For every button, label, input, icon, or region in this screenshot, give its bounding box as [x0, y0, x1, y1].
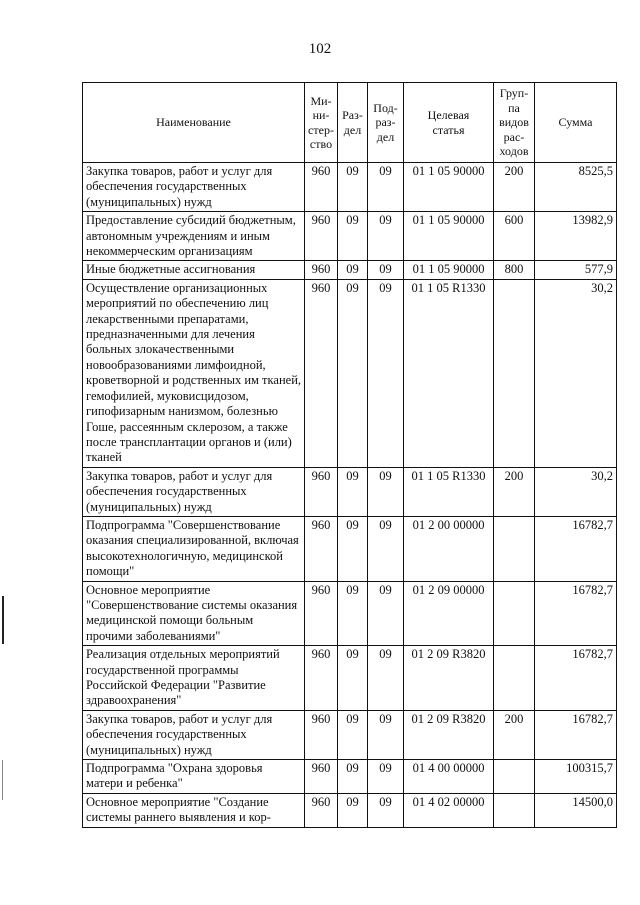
header-subsection-text: Под- раз- дел — [373, 100, 398, 144]
cell-group: 800 — [494, 261, 535, 279]
cell-target: 01 1 05 R1330 — [404, 279, 494, 467]
table-row — [83, 793, 617, 827]
cell-name: Основное мероприятие "Совершенствование системы оказания медицинской помощи больным прочими заболеваниями" — [83, 581, 305, 646]
header-subsection — [368, 83, 404, 163]
table-row — [83, 581, 617, 646]
cell-target: 01 2 00 00000 — [404, 516, 494, 581]
cell-ministry: 960 — [305, 760, 338, 794]
cell-name: Иные бюджетные ассигнования — [83, 261, 305, 279]
header-ministry-text: Ми- ни- стер- ство — [308, 93, 334, 151]
cell-subsection: 09 — [368, 163, 404, 212]
cell-target: 01 1 05 90000 — [404, 212, 494, 261]
header-target-text: Целевая статья — [427, 108, 470, 137]
cell-group: 200 — [494, 163, 535, 212]
scan-margin-mark — [2, 596, 4, 644]
cell-name: Осуществление организационных мероприятий по обеспечению лиц лекарственными препаратами, предназначенными для лечения больных злокачественными новообразованиями лимфоидной, кроветворной и родственных им тканей, гемофилией, муковисцидозом, гипофизарным нанизмом, болезнью Гоше, рассеянным склерозом, а также после трансплантации органов и (или) тканей — [83, 279, 305, 467]
cell-ministry: 960 — [305, 261, 338, 279]
cell-target: 01 2 09 R3820 — [404, 710, 494, 759]
cell-group — [494, 646, 535, 711]
cell-group: 200 — [494, 710, 535, 759]
cell-subsection: 09 — [368, 516, 404, 581]
cell-name: Предоставление субсидий бюджетным, автономным учреждениям и иным некоммерческим организациям — [83, 212, 305, 261]
cell-subsection: 09 — [368, 646, 404, 711]
cell-target: 01 4 02 00000 — [404, 793, 494, 827]
header-ministry — [305, 83, 338, 163]
scan-margin-mark — [2, 760, 3, 800]
cell-target: 01 1 05 90000 — [404, 163, 494, 212]
page-number: 102 — [308, 41, 332, 57]
cell-section: 09 — [338, 710, 368, 759]
cell-group — [494, 516, 535, 581]
cell-group — [494, 279, 535, 467]
cell-name: Подпрограмма "Охрана здоровья матери и ребенка" — [83, 760, 305, 794]
header-sum: Сумма — [535, 83, 617, 163]
cell-subsection: 09 — [368, 279, 404, 467]
cell-sum: 16782,7 — [535, 710, 617, 759]
cell-ministry: 960 — [305, 646, 338, 711]
table-row — [83, 646, 617, 711]
cell-group — [494, 760, 535, 794]
cell-subsection: 09 — [368, 760, 404, 794]
cell-section: 09 — [338, 516, 368, 581]
cell-group — [494, 793, 535, 827]
header-group-text: Груп- па видов рас- ходов — [499, 86, 529, 159]
cell-target: 01 2 09 R3820 — [404, 646, 494, 711]
cell-group — [494, 581, 535, 646]
cell-ministry: 960 — [305, 793, 338, 827]
cell-name: Закупка товаров, работ и услуг для обеспечения государственных (муниципальных) нужд — [83, 467, 305, 516]
cell-name: Закупка товаров, работ и услуг для обеспечения государственных (муниципальных) нужд — [83, 710, 305, 759]
cell-section: 09 — [338, 793, 368, 827]
table-row — [83, 710, 617, 759]
cell-group: 600 — [494, 212, 535, 261]
table-row — [83, 760, 617, 794]
budget-table — [82, 82, 617, 828]
table-row — [83, 261, 617, 279]
cell-target: 01 1 05 90000 — [404, 261, 494, 279]
cell-section: 09 — [338, 760, 368, 794]
cell-target: 01 2 09 00000 — [404, 581, 494, 646]
cell-sum: 14500,0 — [535, 793, 617, 827]
cell-sum: 30,2 — [535, 279, 617, 467]
cell-section: 09 — [338, 212, 368, 261]
cell-ministry: 960 — [305, 212, 338, 261]
header-name: Наименование — [83, 83, 305, 163]
header-group — [494, 83, 535, 163]
header-target — [404, 83, 494, 163]
cell-name: Закупка товаров, работ и услуг для обеспечения государственных (муниципальных) нужд — [83, 163, 305, 212]
header-section — [338, 83, 368, 163]
cell-section: 09 — [338, 467, 368, 516]
cell-name: Подпрограмма "Совершенствование оказания специализированной, включая высокотехнологичную, медицинской помощи" — [83, 516, 305, 581]
cell-section: 09 — [338, 279, 368, 467]
cell-ministry: 960 — [305, 279, 338, 467]
cell-name: Реализация отдельных мероприятий государственной программы Российской Федерации "Развитие здравоохранения" — [83, 646, 305, 711]
cell-sum: 16782,7 — [535, 646, 617, 711]
cell-name: Основное мероприятие "Создание системы раннего выявления и кор- — [83, 793, 305, 827]
cell-section: 09 — [338, 646, 368, 711]
cell-sum: 100315,7 — [535, 760, 617, 794]
cell-sum: 16782,7 — [535, 581, 617, 646]
table-row — [83, 212, 617, 261]
cell-ministry: 960 — [305, 581, 338, 646]
cell-ministry: 960 — [305, 467, 338, 516]
cell-section: 09 — [338, 581, 368, 646]
cell-sum: 16782,7 — [535, 516, 617, 581]
cell-sum: 30,2 — [535, 467, 617, 516]
table-row — [83, 163, 617, 212]
cell-target: 01 1 05 R1330 — [404, 467, 494, 516]
cell-section: 09 — [338, 261, 368, 279]
cell-ministry: 960 — [305, 516, 338, 581]
table-header-row — [83, 83, 617, 163]
cell-subsection: 09 — [368, 710, 404, 759]
table-row — [83, 467, 617, 516]
cell-ministry: 960 — [305, 163, 338, 212]
header-section-text: Раз- дел — [342, 108, 363, 137]
cell-subsection: 09 — [368, 581, 404, 646]
cell-subsection: 09 — [368, 793, 404, 827]
cell-subsection: 09 — [368, 261, 404, 279]
cell-section: 09 — [338, 163, 368, 212]
cell-group: 200 — [494, 467, 535, 516]
cell-subsection: 09 — [368, 467, 404, 516]
cell-subsection: 09 — [368, 212, 404, 261]
table-row — [83, 516, 617, 581]
table-row — [83, 279, 617, 467]
cell-sum: 577,9 — [535, 261, 617, 279]
cell-sum: 13982,9 — [535, 212, 617, 261]
cell-ministry: 960 — [305, 710, 338, 759]
cell-sum: 8525,5 — [535, 163, 617, 212]
cell-target: 01 4 00 00000 — [404, 760, 494, 794]
